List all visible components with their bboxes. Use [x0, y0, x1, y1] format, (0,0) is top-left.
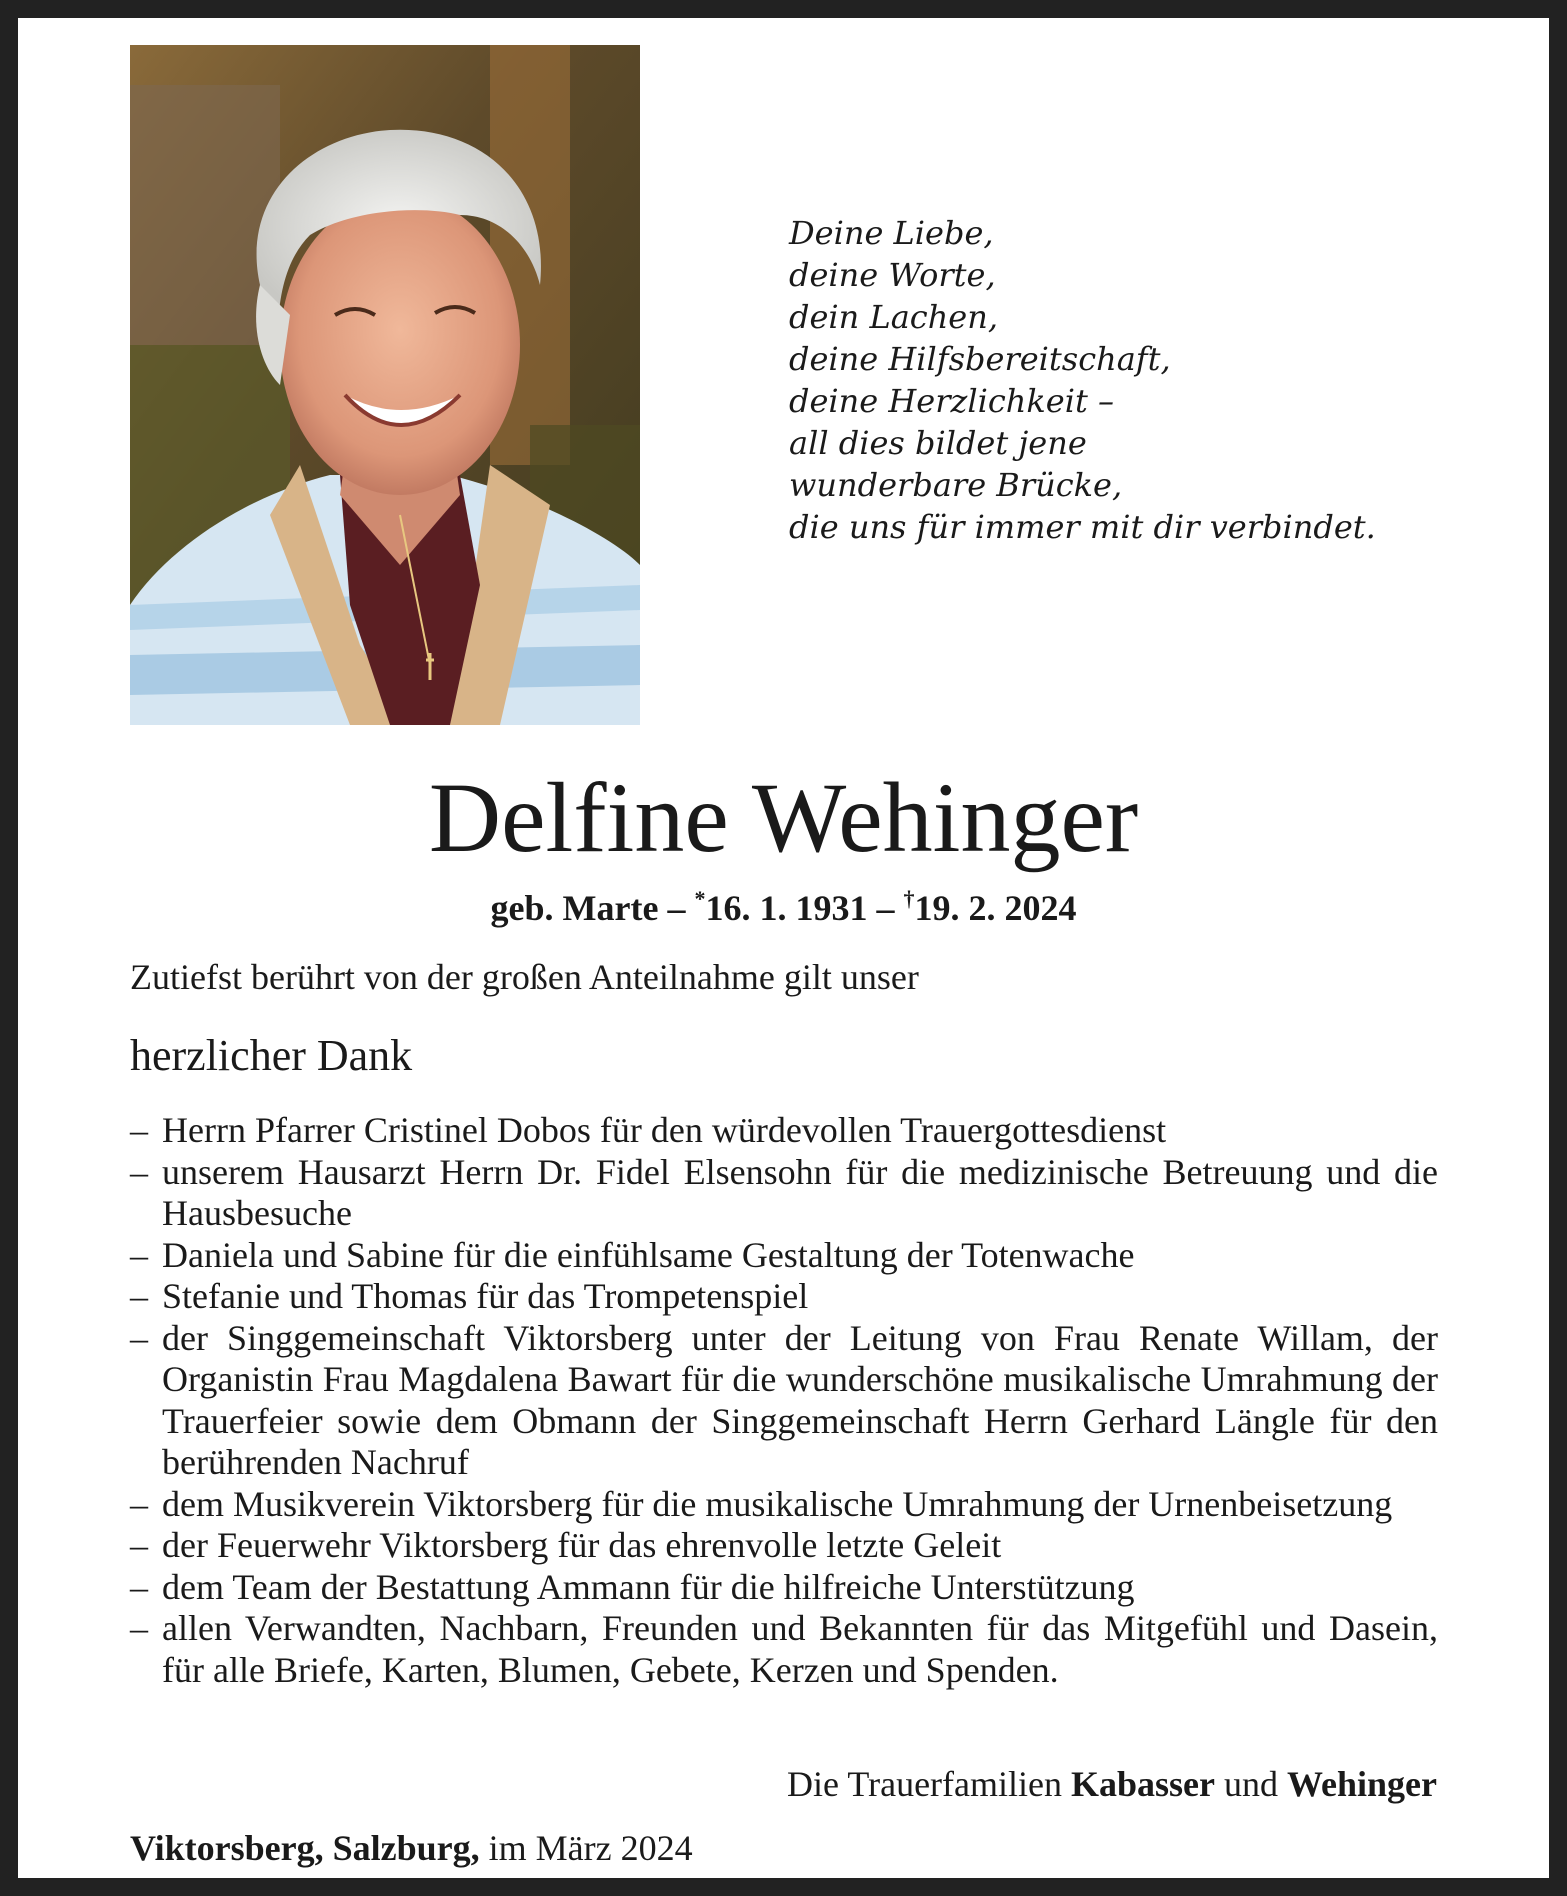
family-name: Wehinger [1287, 1764, 1437, 1804]
signature [787, 1762, 1437, 1806]
deceased-name: Delfine Wehinger [428, 762, 1139, 873]
location: Viktorsberg, Salzburg, [130, 1828, 480, 1868]
list-item: – dem Team der Bestattung Ammann für die hilfreiche Unterstützung [130, 1567, 1438, 1609]
poem-line: all dies bildet jene [789, 424, 1087, 462]
life-dates [0, 877, 1567, 930]
poem-line: deine Worte, [789, 256, 996, 294]
thanks-list [130, 1110, 1438, 1691]
list-item: – Daniela und Sabine für die einfühlsame Gestaltung der Totenwache [130, 1235, 1438, 1277]
birth-name: geb. Marte [490, 888, 659, 928]
poem-line: die uns für immer mit dir verbindet. [789, 508, 1376, 546]
family-name: Kabasser [1071, 1764, 1215, 1804]
separator: – [876, 888, 895, 928]
place-date [130, 1826, 693, 1870]
list-item: – Herrn Pfarrer Cristinel Dobos für den würdevollen Trauergottesdienst [130, 1110, 1438, 1152]
signature-joiner: und [1224, 1764, 1278, 1804]
death-date: 19. 2. 2024 [914, 888, 1077, 928]
signature-prefix: Die Trauerfamilien [787, 1764, 1062, 1804]
birth-date: 16. 1. 1931 [705, 888, 868, 928]
separator: – [667, 888, 686, 928]
poem [789, 212, 1489, 548]
portrait-photo [130, 45, 640, 725]
poem-line: Deine Liebe, [789, 214, 994, 252]
poem-line: deine Hilfsbereitschaft, [789, 340, 1171, 378]
list-item: – unserem Hausarzt Herrn Dr. Fidel Elsensohn für die medizinische Betreuung und die Hausbesuche [130, 1152, 1438, 1235]
list-item: – Stefanie und Thomas für das Trompetenspiel [130, 1276, 1438, 1318]
list-item: – dem Musikverein Viktorsberg für die musikalische Umrahmung der Urnenbeisetzung [130, 1484, 1438, 1526]
poem-line: dein Lachen, [789, 298, 999, 336]
intro-text: Zutiefst berührt von der großen Anteilnahme gilt unser [130, 957, 919, 997]
list-item: – allen Verwandten, Nachbarn, Freunden und Bekannten für das Mitgefühl und Dasein, für alle Briefe, Karten, Blumen, Gebete, Kerzen und Spenden. [130, 1608, 1438, 1691]
poem-line: wunderbare Brücke, [789, 466, 1123, 504]
list-item: – der Feuerwehr Viktorsberg für das ehrenvolle letzte Geleit [130, 1525, 1438, 1567]
birth-symbol: * [694, 886, 706, 911]
thanks-heading: herzlicher Dank [130, 1031, 413, 1080]
death-symbol: † [903, 886, 915, 911]
list-item: – der Singgemeinschaft Viktorsberg unter der Leitung von Frau Renate Willam, der Organistin Frau Magdalena Bawart für die wunderschöne musikalische Umrahmung der Trauerfeier sowie dem Obmann der Singgemeinschaft Herrn Gerhard Längle für den berührenden Nachruf [130, 1318, 1438, 1484]
date: im März 2024 [488, 1828, 693, 1868]
poem-line: deine Herzlichkeit – [789, 382, 1114, 420]
